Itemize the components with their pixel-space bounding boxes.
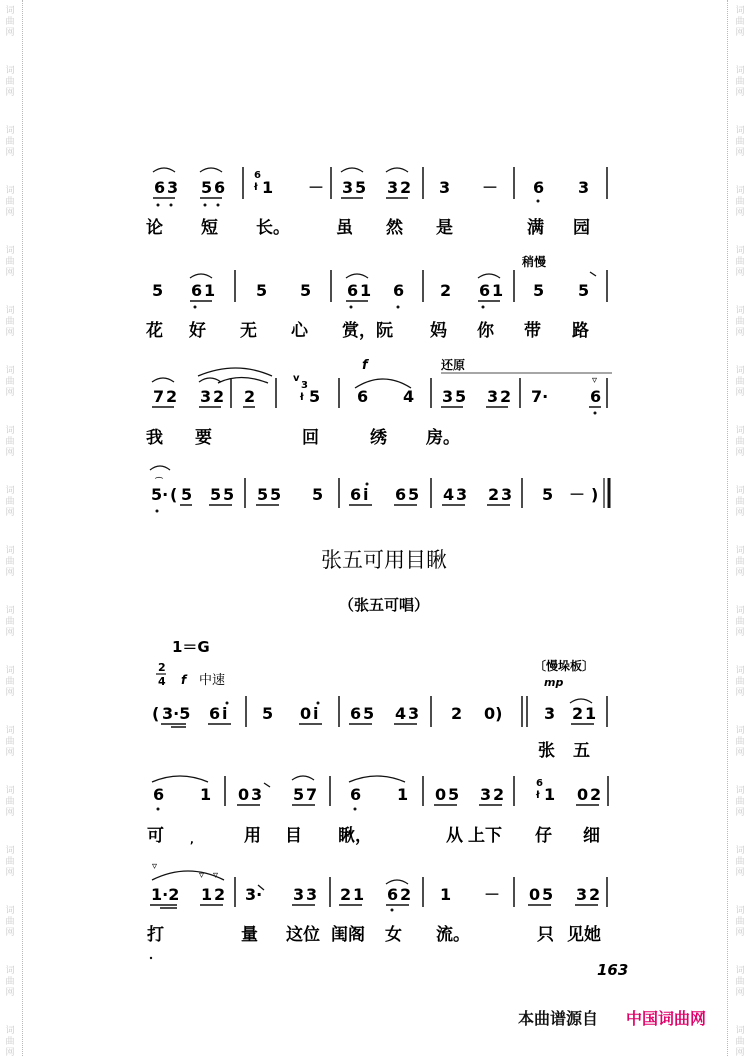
page-number: 163 — [597, 961, 629, 979]
note: 3 — [456, 485, 468, 504]
note: 5 — [309, 387, 321, 406]
song-subtitle: （张五可唱） — [338, 596, 430, 614]
watermark-char: 曲 — [735, 257, 745, 267]
note: 6 — [153, 785, 165, 804]
watermark-char: 网 — [735, 388, 745, 398]
svg-text:ł: ł — [300, 392, 304, 403]
note: 3·5 — [162, 704, 191, 723]
note: 7 — [153, 387, 165, 406]
watermark-char: 曲 — [735, 317, 745, 327]
watermark-char: 网 — [735, 208, 745, 218]
lyric: 论 — [146, 218, 163, 238]
watermark-char: 网 — [5, 628, 15, 638]
note: 5 — [363, 704, 375, 723]
watermark-char: 网 — [735, 628, 745, 638]
note: 7 — [306, 785, 318, 804]
lyric: 闺阁 — [331, 925, 365, 945]
lyric: 上下 — [468, 826, 502, 846]
note: 3 — [200, 387, 212, 406]
lyric: 仔 — [535, 826, 552, 846]
watermark-char: 网 — [735, 328, 745, 338]
svg-text:,: , — [190, 835, 194, 846]
watermark-char: 词 — [735, 306, 745, 316]
note: 2 — [572, 704, 584, 723]
note: 5 — [210, 485, 222, 504]
lyric: 长。 — [256, 218, 290, 238]
score-line-3 — [146, 357, 612, 448]
note: i — [222, 704, 228, 723]
watermark-char: 网 — [5, 88, 15, 98]
note: 3 — [293, 885, 305, 904]
watermark-char: 词 — [5, 246, 15, 256]
note: 1 — [262, 178, 274, 197]
paren: ) — [591, 485, 599, 504]
watermark-char: 词 — [735, 66, 745, 76]
lyric: 满 — [527, 218, 544, 238]
watermark-char: 网 — [5, 508, 15, 518]
note: 5 — [578, 281, 590, 300]
watermark-char: 网 — [735, 748, 745, 758]
watermark-char: 网 — [735, 928, 745, 938]
note: 3 — [442, 387, 454, 406]
watermark-char: 曲 — [5, 797, 15, 807]
watermark-char: 词 — [735, 186, 745, 196]
watermark-char: 曲 — [5, 557, 15, 567]
watermark-char: 词 — [5, 186, 15, 196]
note: － — [482, 178, 499, 197]
watermark-char: 网 — [5, 808, 15, 818]
watermark-char: 词 — [735, 426, 745, 436]
svg-text:⌒: ⌒ — [155, 477, 163, 486]
lyric: 路 — [572, 321, 589, 341]
watermark-char: 曲 — [5, 77, 15, 87]
lyric: 只 — [537, 925, 554, 945]
lyric: 园 — [573, 218, 590, 238]
dynamic-forte: f — [181, 673, 187, 687]
watermark-char: 词 — [735, 246, 745, 256]
note: 3 — [167, 178, 179, 197]
note: 6 — [350, 704, 362, 723]
note: 5 — [293, 785, 305, 804]
lyric: 张 — [538, 741, 555, 761]
watermark-char: 网 — [735, 1048, 745, 1056]
watermark-char: 曲 — [5, 17, 15, 27]
note: 2 — [440, 281, 452, 300]
watermark-char: 网 — [5, 868, 15, 878]
watermark-char: 曲 — [735, 437, 745, 447]
watermark-char: 曲 — [5, 737, 15, 747]
note: 3 — [544, 704, 556, 723]
paren: ( — [152, 704, 160, 723]
note: 3 — [251, 785, 263, 804]
note: 6 — [479, 281, 491, 300]
watermark-char: 网 — [5, 268, 15, 278]
banshi-marking: 〔慢垛板〕 — [534, 659, 595, 673]
watermark-char: 网 — [5, 148, 15, 158]
lyric: 赏，阮 — [342, 321, 393, 341]
note: 2 — [488, 485, 500, 504]
score-line-2 — [145, 254, 607, 341]
note: 5 — [300, 281, 312, 300]
watermark-char: 曲 — [735, 197, 745, 207]
watermark-char: 网 — [5, 328, 15, 338]
note: 3 — [387, 178, 399, 197]
watermark-char: 曲 — [735, 1037, 745, 1047]
note: 4 — [395, 704, 407, 723]
footer-brand-link[interactable]: 中国词曲网 — [626, 1009, 707, 1028]
restore-marking: 还原 — [441, 358, 466, 372]
watermark-char: 词 — [735, 906, 745, 916]
footer-source-label: 本曲谱源自 — [518, 1009, 599, 1028]
note: 1 — [440, 885, 452, 904]
note: 1 — [397, 785, 409, 804]
note: 2 — [451, 704, 463, 723]
note: 2 — [400, 885, 412, 904]
watermark-char: 词 — [5, 366, 15, 376]
watermark-char: 曲 — [5, 317, 15, 327]
note: 3 — [576, 885, 588, 904]
watermark-char: 词 — [5, 66, 15, 76]
watermark-char: 曲 — [5, 677, 15, 687]
watermark-char: 词 — [735, 726, 745, 736]
watermark-char: 曲 — [735, 677, 745, 687]
note: 2 — [244, 387, 256, 406]
watermark-char: 网 — [5, 28, 15, 38]
note: 6 — [214, 178, 226, 197]
note: 1 — [204, 281, 216, 300]
lyric: 你 — [477, 321, 494, 341]
note: 2 — [166, 387, 178, 406]
watermark-char: 词 — [735, 606, 745, 616]
watermark-char: 曲 — [735, 77, 745, 87]
note: 6 — [387, 885, 399, 904]
lyric: 好 — [189, 321, 206, 341]
watermark-char: 词 — [5, 6, 15, 16]
lyric: 要 — [195, 428, 212, 448]
lyric: 可 — [147, 826, 164, 846]
watermark-char: 网 — [735, 808, 745, 818]
lyric: 回 — [302, 428, 319, 448]
watermark-char: 网 — [5, 928, 15, 938]
note: 6 — [191, 281, 203, 300]
lyric: 带 — [524, 321, 541, 341]
watermark-char: 曲 — [5, 497, 15, 507]
lyric: 花 — [146, 321, 163, 341]
note: 0 — [577, 785, 589, 804]
note-row — [153, 167, 607, 207]
note: 6 — [209, 704, 221, 723]
lyric: 用 — [244, 826, 261, 846]
note: 5 — [448, 785, 460, 804]
note: 1·2 — [151, 885, 180, 904]
watermark-char: 词 — [5, 726, 15, 736]
watermark-char: 曲 — [5, 257, 15, 267]
watermark-char: 曲 — [5, 857, 15, 867]
note: 3 — [439, 178, 451, 197]
watermark-char: 词 — [735, 966, 745, 976]
lyric: 这位 — [286, 925, 320, 945]
lyric: 心 — [291, 321, 308, 341]
lyric-row — [147, 825, 600, 846]
watermark-char: 网 — [5, 568, 15, 578]
note: － — [484, 885, 501, 904]
svg-text:▿: ▿ — [152, 861, 158, 872]
note: 3 — [501, 485, 513, 504]
note: 6 — [590, 387, 602, 406]
watermark-char: 网 — [735, 508, 745, 518]
lyric-row — [538, 741, 590, 761]
note: 5 — [533, 281, 545, 300]
watermark-char: 曲 — [5, 1037, 15, 1047]
note: 3 — [306, 885, 318, 904]
note: 6 — [393, 281, 405, 300]
watermark-char: 曲 — [735, 797, 745, 807]
watermark-char: 网 — [735, 88, 745, 98]
note: 5 — [152, 281, 164, 300]
note: 5 — [542, 885, 554, 904]
note: 1 — [353, 885, 365, 904]
note: 6 — [395, 485, 407, 504]
note: 6 — [533, 178, 545, 197]
watermark-char: 曲 — [5, 617, 15, 627]
note: 0 — [435, 785, 447, 804]
note: 7· — [531, 387, 549, 406]
lyric: 打 — [147, 925, 164, 945]
note: 2 — [340, 885, 352, 904]
note: 3· — [245, 885, 263, 904]
watermark-char: 曲 — [5, 377, 15, 387]
note: 5 — [455, 387, 467, 406]
watermark-char: 词 — [735, 486, 745, 496]
note: 2 — [589, 885, 601, 904]
note: 5 — [201, 178, 213, 197]
note: 5 — [355, 178, 367, 197]
note: 0 — [238, 785, 250, 804]
watermark-char: 曲 — [735, 17, 745, 27]
grace-note: 3 — [301, 380, 308, 391]
watermark-char: 词 — [5, 126, 15, 136]
note: 1 — [201, 885, 213, 904]
note: 5 — [542, 485, 554, 504]
watermark-char: 词 — [5, 306, 15, 316]
note: 2 — [590, 785, 602, 804]
note: 6 — [350, 785, 362, 804]
lyric: 妈 — [430, 321, 447, 341]
note: 6 — [350, 485, 362, 504]
svg-text:ł: ł — [254, 182, 258, 193]
watermark-char: 词 — [735, 1026, 745, 1036]
watermark-char: 曲 — [735, 377, 745, 387]
lyric: 房。 — [426, 428, 460, 448]
note: i — [313, 704, 319, 723]
lyric: 瞅， — [338, 826, 372, 846]
watermark-char: 曲 — [735, 557, 745, 567]
tempo-marking: 中速 — [199, 673, 226, 688]
watermark-char: 曲 — [5, 917, 15, 927]
watermark-char: 网 — [735, 148, 745, 158]
time-signature-bottom: 4 — [158, 675, 166, 688]
note: 4 — [403, 387, 415, 406]
note: 2 — [213, 387, 225, 406]
note: 2 — [500, 387, 512, 406]
svg-text:▿: ▿ — [199, 870, 205, 881]
lyric: 是 — [436, 218, 453, 238]
watermark-char: 网 — [5, 988, 15, 998]
time-signature-top: 2 — [158, 661, 166, 674]
key-signature: 1＝G — [172, 638, 210, 656]
note: 4 — [443, 485, 455, 504]
note: 5 — [257, 485, 269, 504]
watermark-char: 词 — [5, 786, 15, 796]
song-title: 张五可用目瞅 — [321, 548, 447, 572]
watermark-char: 词 — [5, 1026, 15, 1036]
score-line-6 — [147, 776, 608, 846]
grace-note: 6 — [254, 170, 261, 181]
watermark-char: 网 — [5, 448, 15, 458]
watermark-char: 网 — [735, 28, 745, 38]
lyric-row — [146, 427, 460, 448]
score-line-7 — [147, 861, 607, 959]
note: 3 — [578, 178, 590, 197]
svg-text:▿: ▿ — [213, 870, 219, 881]
watermark-char: 词 — [735, 546, 745, 556]
watermark-char: 词 — [735, 666, 745, 676]
lyric: 虽 — [336, 218, 353, 238]
watermark-char: 网 — [735, 688, 745, 698]
watermark-char: 网 — [735, 868, 745, 878]
note: 5 — [223, 485, 235, 504]
tempo-marking: 稍慢 — [522, 255, 547, 269]
watermark-char: 网 — [735, 448, 745, 458]
lyric: 细 — [583, 826, 600, 846]
watermark-char: 曲 — [5, 977, 15, 987]
lyric: 女 — [385, 925, 402, 945]
lyric-row — [147, 924, 601, 945]
watermark-char: 词 — [735, 366, 745, 376]
watermark-char: 词 — [5, 426, 15, 436]
lyric: 从 — [446, 826, 463, 846]
song-header — [156, 548, 594, 689]
lyric-row — [146, 217, 590, 238]
watermark-char: 词 — [5, 606, 15, 616]
watermark-char: 网 — [5, 748, 15, 758]
watermark-char: 曲 — [735, 737, 745, 747]
svg-text:ł: ł — [536, 790, 540, 801]
watermark-char: 曲 — [5, 197, 15, 207]
watermark-char: 曲 — [735, 617, 745, 627]
note: 5 — [262, 704, 274, 723]
note: 3 — [487, 387, 499, 406]
watermark-char: 词 — [735, 786, 745, 796]
note: 5· — [151, 485, 169, 504]
lyric: 然 — [386, 218, 403, 238]
lyric: 量 — [241, 925, 258, 945]
note: － — [569, 485, 586, 504]
watermark-char: 网 — [5, 208, 15, 218]
note: 0 — [529, 885, 541, 904]
note: 5 — [408, 485, 420, 504]
note: 1 — [492, 281, 504, 300]
note: 2 — [493, 785, 505, 804]
lyric: 目 — [285, 826, 302, 846]
lyric: 见她 — [567, 925, 601, 945]
note: 3 — [342, 178, 354, 197]
score-line-5 — [152, 696, 607, 761]
paren: ( — [170, 485, 178, 504]
lyric: 五 — [573, 741, 590, 761]
note: 3 — [408, 704, 420, 723]
note: 1 — [544, 785, 556, 804]
svg-text:v: v — [293, 373, 300, 384]
note: 1 — [360, 281, 372, 300]
watermark-char: 曲 — [735, 977, 745, 987]
watermark-char: 网 — [5, 388, 15, 398]
watermark-char: 词 — [5, 486, 15, 496]
score-line-4 — [150, 466, 609, 513]
note: 1 — [585, 704, 597, 723]
watermark-char: 词 — [5, 846, 15, 856]
note: i — [363, 485, 369, 504]
watermark-char: 网 — [5, 688, 15, 698]
note: 3 — [480, 785, 492, 804]
watermark-char: 词 — [735, 126, 745, 136]
note: 6 — [154, 178, 166, 197]
note: 5 — [256, 281, 268, 300]
watermark-char: 词 — [735, 6, 745, 16]
note: 0 — [300, 704, 312, 723]
note: 5 — [181, 485, 193, 504]
watermark-char: 词 — [5, 966, 15, 976]
watermark-char: 词 — [5, 906, 15, 916]
lyric-row — [145, 320, 589, 341]
dynamic-forte: f — [362, 358, 368, 373]
grace-note: 6 — [536, 778, 543, 789]
watermark-char: 曲 — [735, 857, 745, 867]
watermark-char: 网 — [735, 268, 745, 278]
score-line-1 — [146, 167, 607, 238]
lyric: 无 — [240, 321, 257, 341]
note: 1 — [200, 785, 212, 804]
note: － — [308, 178, 325, 197]
watermark-char: 曲 — [5, 137, 15, 147]
lyric: 流。 — [436, 925, 470, 945]
dynamic-mp: mp — [544, 676, 564, 689]
note: 0) — [484, 704, 503, 723]
watermark-char: 曲 — [735, 497, 745, 507]
lyric: 我 — [146, 428, 163, 448]
watermark-char: 词 — [5, 666, 15, 676]
lyric: 绣 — [370, 428, 387, 448]
watermark-char: 曲 — [735, 917, 745, 927]
lyric: 短 — [201, 218, 218, 238]
watermark-char: 曲 — [735, 137, 745, 147]
note: 5 — [312, 485, 324, 504]
watermark-char: 词 — [5, 546, 15, 556]
note: 2 — [214, 885, 226, 904]
note: 6 — [357, 387, 369, 406]
note: 5 — [270, 485, 282, 504]
watermark-char: 网 — [735, 568, 745, 578]
note: 2 — [400, 178, 412, 197]
watermark-char: 词 — [735, 846, 745, 856]
watermark-char: 曲 — [5, 437, 15, 447]
watermark-char: 网 — [5, 1048, 15, 1056]
watermark-char: 网 — [735, 988, 745, 998]
note: 6 — [347, 281, 359, 300]
svg-text:▿: ▿ — [592, 375, 598, 386]
